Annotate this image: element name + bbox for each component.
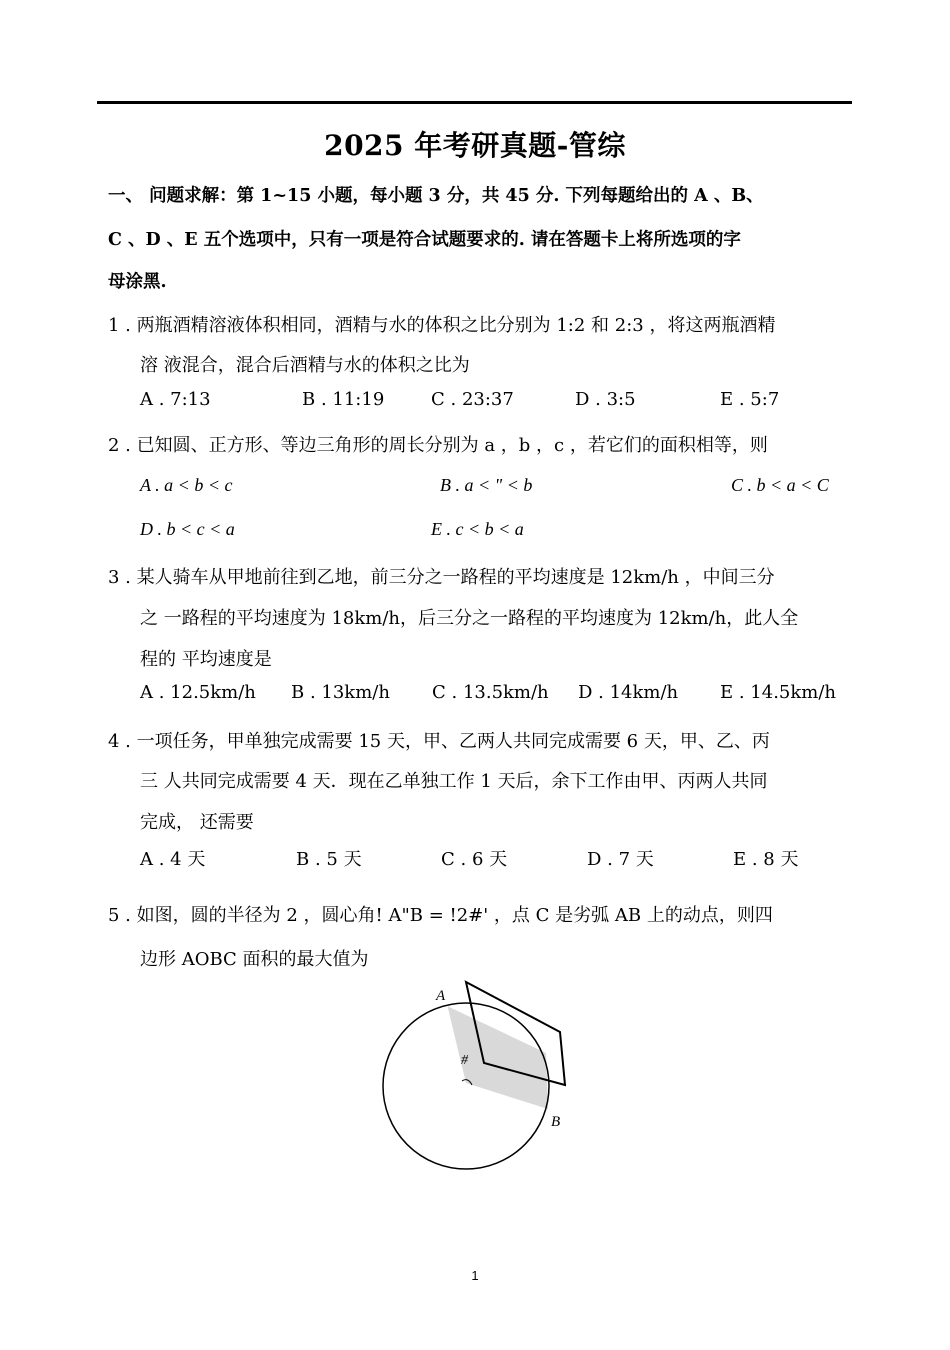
question-5-line-1: 5 . 如图，圆的半径为 2 ，圆心角! A"B = !2#' ，点 C 是劣弧 AB 上的动点，则四 (108, 905, 773, 926)
question-3-line-2: 之 一路程的平均速度为 18km/h，后三分之一路程的平均速度为 12km/h，此人全 (140, 608, 799, 629)
question-4-line-2: 三 人共同完成需要 4 天．现在乙单独工作 1 天后，余下工作由甲、丙两人共同 (140, 771, 768, 792)
question-2-option-b: B . a < " < b (440, 475, 533, 495)
page-number: 1 (471, 1268, 479, 1283)
question-3-option-c: C . 13.5km/h (432, 682, 549, 703)
question-1-line-2: 溶 液混合，混合后酒精与水的体积之比为 (140, 355, 470, 376)
section-line-1: 一、 问题求解：第 1~15 小题，每小题 3 分，共 45 分. 下列每题给出的 A 、B、 (108, 186, 764, 206)
question-4-option-b: B . 5 天 (296, 849, 362, 870)
question-4-option-d: D . 7 天 (587, 849, 654, 870)
question-1-option-a: A . 7:13 (140, 389, 211, 410)
question-3-option-b: B . 13km/h (291, 682, 390, 703)
question-4-option-a: A . 4 天 (140, 849, 206, 870)
question-1-option-d: D . 3:5 (575, 389, 636, 410)
question-4-line-1: 4 . 一项任务，甲单独完成需要 15 天，甲、乙两人共同完成需要 6 天，甲、乙、丙 (108, 731, 770, 752)
question-1-option-c: C . 23:37 (431, 389, 514, 410)
question-5-line-2: 边形 AOBC 面积的最大值为 (140, 949, 369, 970)
page-title: 2025 年考研真题-管综 (324, 129, 626, 162)
question-1-line-1: 1 . 两瓶酒精溶液体积相同，酒精与水的体积之比分别为 1:2 和 2:3 ，将这两瓶酒精 (108, 315, 776, 336)
label-a: A (436, 988, 446, 1004)
question-3-line-3: 程的 平均速度是 (140, 649, 272, 670)
question-1-option-b: B . 11:19 (302, 389, 385, 410)
question-2-option-c: C . b < a < C (731, 475, 829, 495)
question-4-option-e: E . 8 天 (733, 849, 799, 870)
question-2-line-1: 2 . 已知圆、正方形、等边三角形的周长分别为 a ，b ，c ，若它们的面积相等，则 (108, 435, 768, 456)
question-4-line-3: 完成， 还需要 (140, 812, 254, 833)
section-line-2: C 、D 、E 五个选项中，只有一项是符合试题要求的. 请在答题卡上将所选项的字 (108, 230, 741, 250)
question-2-option-d: D . b < c < a (140, 519, 235, 539)
question-2-option-a: A . a < b < c (140, 475, 233, 495)
question-3-line-1: 3 . 某人骑车从甲地前往到乙地，前三分之一路程的平均速度是 12km/h ，中间三分 (108, 567, 775, 588)
top-rule (97, 101, 852, 104)
question-3-option-d: D . 14km/h (578, 682, 679, 703)
question-2-option-e: E . c < b < a (431, 519, 524, 539)
section-line-3: 母涂黑. (108, 272, 167, 292)
question-1-option-e: E . 5:7 (720, 389, 780, 410)
question-3-option-a: A . 12.5km/h (140, 682, 256, 703)
label-b: B (551, 1114, 561, 1130)
question-3-option-e: E . 14.5km/h (720, 682, 837, 703)
question-4-option-c: C . 6 天 (441, 849, 508, 870)
label-center: # (461, 1053, 468, 1068)
question-5-figure (370, 975, 590, 1185)
